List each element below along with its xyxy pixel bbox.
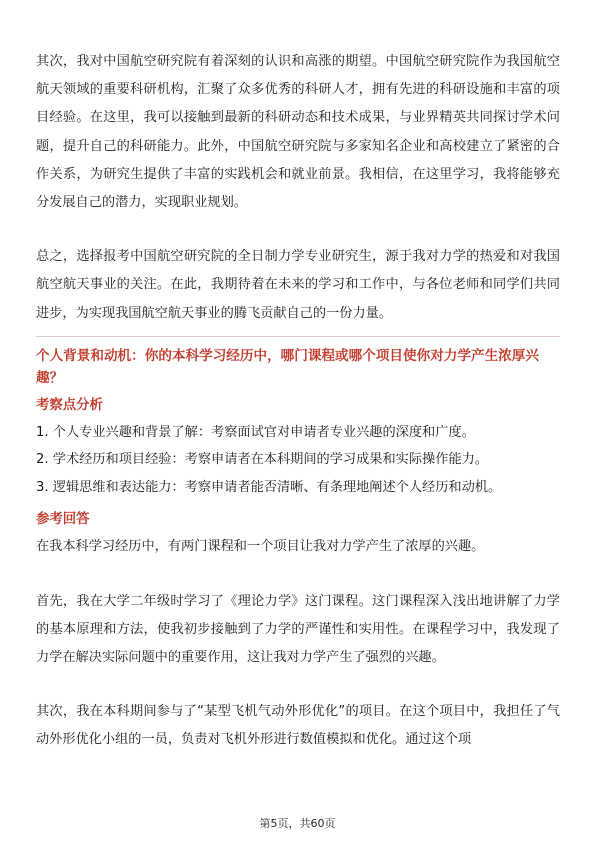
intro-paragraph: 其次，我对中国航空研究院有着深刻的认识和高涨的期望。中国航空研究院作为我国航空航天领域的重要科研机构，汇聚了众多优秀的科研人才，拥有先进的科研设施和丰富的项目经验。在这里，我可以接触到最新的科研动态和技术成果，与业界精英共同探讨学术问题，提升自己的科研能力。此外，中国航空研究院与多家知名企业和高校建立了紧密的合作关系，为研究生提供了丰富的实践机会和就业前景。我相信，在这里学习，我将能够充分发展自己的潜力，实现职业规划。 — [36, 54, 560, 211]
answer-paragraph: 首先，我在大学二年级时学习了《理论力学》这门课程。这门课程深入浅出地讲解了力学的基本原理和方法，使我初步接触到了力学的严谨性和实用性。在课程学习中，我发现了力学在解决实际问题中的重要作用，这让我对力学产生了强烈的兴趣。 — [36, 593, 560, 665]
page-content — [36, 48, 560, 755]
analysis-heading: 考察点分析 — [36, 397, 103, 413]
answer-paragraph: 在我本科学习经历中，有两门课程和一个项目让我对力学产生了浓厚的兴趣。 — [36, 539, 485, 555]
analysis-item: 1. 个人专业兴趣和背景了解：考察面试官对申请者专业兴趣的深度和广度。 — [36, 424, 475, 440]
page-number-footer: 第5页，共60页 — [259, 817, 336, 830]
analysis-item: 2. 学术经历和项目经验：考察申请者在本科期间的学习成果和实际操作能力。 — [36, 452, 488, 468]
analysis-item: 3. 逻辑思维和表达能力：考察申请者能否清晰、有条理地阐述个人经历和动机。 — [36, 479, 502, 495]
conclusion-paragraph: 总之，选择报考中国航空研究院的全日制力学专业研究生，源于我对力学的热爱和对我国航空航天事业的关注。在此，我期待着在未来的学习和工作中，与各位老师和同学们共同进步，为实现我国航空航天事业的腾飞贡献自己的一份力量。 — [36, 249, 560, 321]
answer-paragraph: 其次，我在本科期间参与了“某型飞机气动外形优化”的项目。在这个项目中，我担任了气动外形优化小组的一员，负责对飞机外形进行数值模拟和优化。通过这个项 — [36, 704, 560, 748]
question-heading: 个人背景和动机：你的本科学习经历中，哪门课程或哪个项目使你对力学产生浓厚兴趣？ — [36, 347, 539, 386]
answer-heading: 参考回答 — [36, 512, 90, 528]
section-divider — [36, 336, 560, 337]
